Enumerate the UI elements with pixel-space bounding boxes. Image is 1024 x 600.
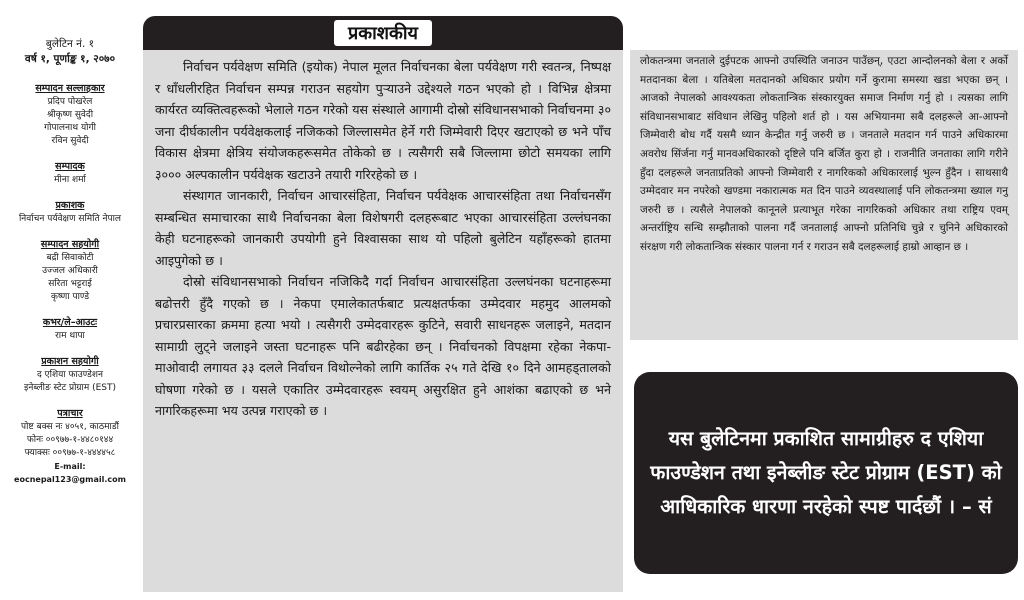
section-heading: कभर/ले–आउटः — [42, 317, 98, 328]
publication-support-section — [0, 355, 140, 395]
credit-line: इनेब्लीङ स्टेट प्रोग्राम (EST) — [23, 383, 117, 393]
editorial-title: प्रकाशकीय — [334, 20, 432, 46]
credit-line: श्रीकृष्ण सुवेदी — [46, 110, 94, 120]
editorial-assistants-section — [0, 238, 140, 304]
section-heading: प्रकाशक — [55, 200, 85, 211]
editorial-paragraph: निर्वाचन पर्यवेक्षण समिति (इयोक) नेपाल मूलत निर्वाचनका बेला पर्यवेक्षण गरी स्वतन्त्र, निष्पक्ष र धाँधलीरहित निर्वाचन सम्पन्न गराउन सहयोग पुऱ्याउने उद्देश्यले गठन भएको हो । विभिन्न क्षेत्रमा कार्यरत व्यक्तित्वहरूको भेलाले गठन गरेको यस संस्थाले आगामी दोस्रो संविधानसभाको निर्वाचनमा ३० जना दीर्घकालीन पर्यवेक्षकलाई नजिकको जिल्लासमेत हेर्ने गरी जिम्मेवारी दिएर खटाएको छ भने पाँच विकास क्षेत्रमा क्षेत्रिय संयोजकहरूसमेत तोकेको छ । त्यसैगरी सबै जिल्लामा छोटो समयका लागि ३००० अल्पकालीन पर्यवेक्षक खटाउने तयारी गरिरहेको छ । — [155, 59, 611, 182]
editorial-paragraph: संस्थागत जानकारी, निर्वाचन आचारसंहिता, निर्वाचन पर्यवेक्षक आचारसंहिता तथा निर्वाचनसँग सम्बन्धित समाचारका साथै निर्वाचनका बेला विशेषगरी दलहरूबाट भएका आचारसंहिता उल्लंघनका केही घटनाहरूको जानकारी उपयोगी हुने विश्वासका साथ यो पहिलो बुलेटिन यहाँहरूको हातमा आइपुगेको छ । — [155, 188, 611, 268]
credit-line: कृष्णा पाण्डे — [50, 292, 90, 302]
right-column-text: लोकतन्त्रमा जनताले दुईपटक आफ्नो उपस्थिति जनाउन पाउँछन्, एउटा आन्दोलनको बेला र अर्को मतदानका बेला । यतिबेला मतदानको अधिकार प्रयोग गर्ने कुरामा समस्या खडा भएका छन् । आजको नेपालको आवश्यकता लोकतान्त्रिक संस्कारयुक्त समाज निर्माण गर्नु हो । त्यसका लागि संविधानसभाबाट संविधान लेखिनु पहिलो शर्त हो । यस अभियानमा सबै दलहरूले आ-आफ्नो जिम्मेवारी बोध गर्दै यसमै ध्यान केन्द्रीत गर्नु जरुरी छ । जनताले मतदान गर्न पाउने अधिकारमा अवरोध सिंर्जना गर्नु मानवअधिकारको दृष्टिले पनि बर्जित कुरा हो । राजनीति जनताका लागि गरीने हुँदा दलहरूले जनताप्रतिको आफ्नो जिम्मेवारी र नागरिकको अधिकारलाई भुल्न हुँदैन । साथसाथै उम्मेदवार मन नपरेको खण्डमा नकारात्मक मत दिन पाउने व्यवस्थालाई पनि लोकतन्त्रमा ख्याल गनु जरुरी छ । त्यसैले नेपालको कानूनले प्रत्याभूत गरेका नागरिकको अधिकार तथा राष्ट्रिय एवम् अन्तर्राष्ट्रिय सन्धि सम्झौताको पालना गर्दै जनतालाई आफ्नो प्रतिनिधि चुन्ने र चुनिने अधिकारको संरक्षण गरी लोकतान्त्रिक संस्कार पालना गर्न र गराउन सबै दलहरूलाई हाम्रो आव्हान छ । — [630, 50, 1018, 340]
publisher-section — [0, 199, 140, 226]
issue-number: बुलेटिन नं. १ — [45, 38, 95, 50]
credit-line: राम थापा — [55, 331, 85, 341]
editorial-body — [143, 50, 623, 592]
editor-section — [0, 160, 140, 187]
postal-address: पोष्ट बक्स नः ४०५१, काठमाडौं — [21, 422, 119, 432]
correspondence-section — [0, 407, 140, 486]
credit-line: मीना शर्मा — [54, 175, 86, 185]
section-heading: सम्पादक — [55, 161, 85, 172]
section-heading: सम्पादन सहयोगी — [40, 239, 100, 250]
section-heading: प्रकाशन सहयोगी — [41, 356, 99, 367]
credit-line: उज्जल अधिकारी — [42, 266, 98, 276]
credit-line: द एशिया फाउण्डेशन — [37, 370, 103, 380]
credit-line: सरिता भट्टराई — [48, 279, 92, 289]
editorial-paragraph: दोस्रो संविधानसभाको निर्वाचन नजिकिदै गर्दा निर्वाचन आचारसंहिता उल्लघंनका घटनाहरूमा बढोत्तरी हुँदै गएको छ । नेकपा एमालेकातर्फबाट प्रत्यक्षतर्फका उम्मेदवार महमुद आलमको प्रचारप्रसारका क्रममा हत्या भयो । त्यसैगरी उम्मेदवारहरू कुटिने, सवारी साधनहरू जलाइने, मतदान सामाग्री लुट्ने जलाइने जस्ता घटनाहरू पनि बढीरहेका छन् । निर्वाचनको विपक्षमा रहेका नेकपा-माओवादी लगायत ३३ दलले निर्वाचन विथोल्नेको लागि कार्तिक २५ गते देखि १० दिने आमहड्तालको घोषणा गरेको छ । यसले एकातिर उम्मेदवारहरू स्वयम् असुरक्षित हुने आशंका बढाएको छ भने नागरिकहरूमा भय उत्पन्न गराएको छ । — [155, 274, 611, 418]
volume-info: वर्ष १, पूर्णाङ्क १, २०७० — [24, 53, 116, 65]
editorial-title-box — [143, 16, 623, 50]
section-heading: पत्राचार — [57, 408, 83, 419]
fax-number: फ्याक्सः ००९७७-१-४४४४५८ — [24, 448, 116, 458]
phone-number: फोनः ००९७७-१-४४८०१४४ — [26, 435, 114, 445]
credit-line: प्रदिप पोखरेल — [47, 97, 93, 107]
masthead-sidebar — [0, 38, 140, 498]
credit-line: गोपालनाथ योगी — [44, 123, 96, 133]
editorial-header — [143, 16, 623, 50]
credit-line: बद्री सिवाकोटी — [46, 253, 94, 263]
credit-line: रविन सुवेदी — [51, 136, 89, 146]
cover-layout-section — [0, 316, 140, 343]
disclaimer-box — [634, 372, 1018, 574]
email-address: E-mail: eocnepal123@gmail.com — [14, 462, 126, 484]
section-heading: सम्पादन सल्लाहकार — [35, 83, 105, 94]
credit-line: निर्वाचन पर्यवेक्षण समिति नेपाल — [18, 214, 122, 224]
disclaimer-text: यस बुलेटिनमा प्रकाशित सामाग्रीहरु द एशिया फाउण्डेशन तथा इनेब्लीङ स्टेट प्रोग्राम (EST) को आधिकारिक धारणा नरहेको स्पष्ट पार्दछौं । – सं — [650, 427, 1002, 518]
advisors-section — [0, 82, 140, 148]
